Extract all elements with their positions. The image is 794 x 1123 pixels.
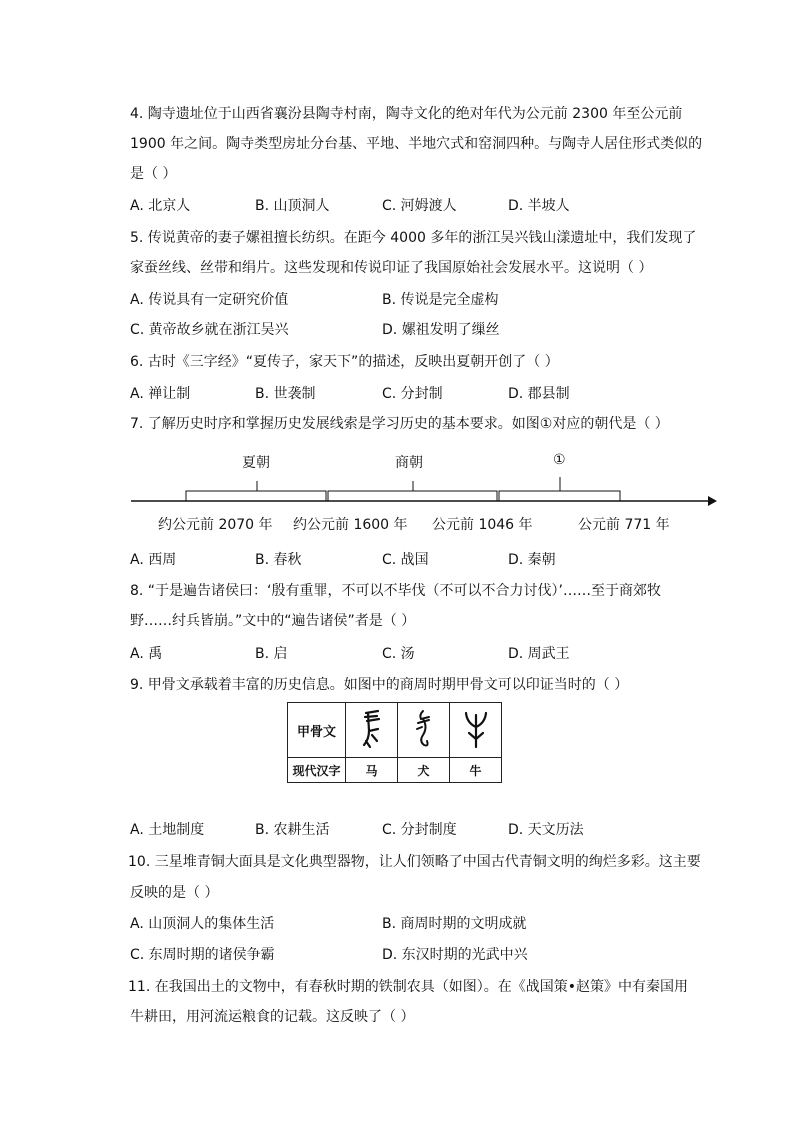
- q4-option-a: A. 北京人: [130, 198, 191, 214]
- q4-stem-line3: 是（ ）: [130, 166, 177, 182]
- timeline-period-shang: 商朝: [395, 455, 423, 471]
- q11-stem-line2: 牛耕田，用河流运粮食的记载。这反映了（ ）: [130, 1009, 415, 1025]
- oracle-glyph-ox: [450, 703, 502, 758]
- oracle-horse-icon: [357, 707, 387, 751]
- q6-option-b: B. 世袭制: [255, 386, 316, 402]
- q10-stem-line2: 反映的是（ ）: [130, 885, 219, 901]
- q4-stem-line2: 1900 年之间。陶寺类型房址分台基、平地、半地穴式和窑洞四种。与陶寺人居住形式类似的: [130, 136, 703, 152]
- q5-option-d: D. 嫘祖发明了缫丝: [382, 322, 500, 338]
- oracle-row: [288, 703, 502, 758]
- q5-stem-line1: 5. 传说黄帝的妻子嫘祖擅长纺织。在距今 4000 多年的浙江吴兴钱山漾遗址中，我们发现了: [130, 230, 697, 246]
- q6-option-c: C. 分封制: [382, 386, 443, 402]
- q9-option-a: A. 土地制度: [130, 822, 205, 838]
- oracle-row-header: 甲骨文: [288, 703, 346, 758]
- modern-char-row: [288, 758, 502, 783]
- q8-stem-line1: 8. “于是遍告诸侯曰：‘殷有重罪，不可以不毕伐（不可以不合力讨伐）’……至于商郊牧: [130, 583, 661, 599]
- q10-option-d: D. 东汉时期的光武中兴: [382, 947, 528, 963]
- q8-option-d: D. 周武王: [508, 646, 570, 662]
- oracle-glyph-dog: [398, 703, 450, 758]
- q11-stem-line1: 11. 在我国出土的文物中，有春秋时期的铁制农具（如图）。在《战国策•赵策》中有秦国用: [128, 979, 688, 995]
- q9-option-c: C. 分封制度: [382, 822, 457, 838]
- q10-option-c: C. 东周时期的诸侯争霸: [130, 947, 275, 963]
- q4-stem-line1: 4. 陶寺遗址位于山西省襄汾县陶寺村南，陶寺文化的绝对年代为公元前 2300 年至公元前: [130, 106, 683, 122]
- timeline-date-2070: 约公元前 2070 年: [158, 517, 273, 533]
- q6-option-a: A. 禅让制: [130, 386, 191, 402]
- timeline-arrow-icon: [708, 496, 717, 506]
- q5-option-c: C. 黄帝故乡就在浙江吴兴: [130, 322, 289, 338]
- oracle-dog-icon: [409, 707, 439, 751]
- modern-char-dog: 犬: [398, 758, 450, 783]
- q10-option-b: B. 商周时期的文明成就: [382, 916, 527, 932]
- q6-stem-line1: 6. 古时《三字经》“夏传子，家天下”的描述，反映出夏朝开创了（ ）: [130, 354, 559, 370]
- q4-option-d: D. 半坡人: [508, 198, 570, 214]
- oracle-ox-icon: [461, 707, 491, 751]
- brace-shang: [328, 481, 497, 501]
- q7-stem-line1: 7. 了解历史时序和掌握历史发展线索是学习历史的基本要求。如图①对应的朝代是（ ）: [130, 416, 669, 432]
- q9-option-b: B. 农耕生活: [255, 822, 330, 838]
- q5-stem-line2: 家蚕丝线、丝带和绢片。这些发现和传说印证了我国原始社会发展水平。这说明（ ）: [130, 260, 653, 276]
- timeline-period-xia: 夏朝: [242, 455, 270, 471]
- q9-stem-line1: 9. 甲骨文承载着丰富的历史信息。如图中的商周时期甲骨文可以印证当时的（ ）: [130, 677, 629, 693]
- oracle-bone-table: [287, 702, 502, 783]
- q4-option-b: B. 山顶洞人: [255, 198, 330, 214]
- q6-option-d: D. 郡县制: [508, 386, 570, 402]
- q7-option-d: D. 秦朝: [508, 552, 556, 568]
- timeline-date-1600: 约公元前 1600 年: [293, 517, 408, 533]
- q8-stem-line2: 野……纣兵皆崩。”文中的“遍告诸侯”者是（ ）: [130, 613, 416, 629]
- timeline-date-771: 公元前 771 年: [578, 517, 670, 533]
- q7-option-b: B. 春秋: [255, 552, 302, 568]
- q9-option-d: D. 天文历法: [508, 822, 584, 838]
- q10-stem-line1: 10. 三星堆青铜大面具是文化典型器物，让人们领略了中国古代青铜文明的绚烂多彩。这主要: [128, 854, 701, 870]
- q8-option-a: A. 禹: [130, 646, 163, 662]
- q8-option-b: B. 启: [255, 646, 288, 662]
- q8-option-c: C. 汤: [382, 646, 415, 662]
- timeline-period-1: ①: [553, 452, 566, 468]
- q7-option-c: C. 战国: [382, 552, 429, 568]
- q5-option-b: B. 传说是完全虚构: [382, 292, 499, 308]
- q5-option-a: A. 传说具有一定研究价值: [130, 292, 289, 308]
- modern-row-header: 现代汉字: [288, 758, 346, 783]
- brace-period-1: [499, 477, 620, 501]
- q7-option-a: A. 西周: [130, 552, 177, 568]
- q10-option-a: A. 山顶洞人的集体生活: [130, 916, 275, 932]
- oracle-glyph-horse: [346, 703, 398, 758]
- modern-char-ox: 牛: [450, 758, 502, 783]
- q4-option-c: C. 河姆渡人: [382, 198, 457, 214]
- modern-char-horse: 马: [346, 758, 398, 783]
- timeline-date-1046: 公元前 1046 年: [432, 517, 533, 533]
- brace-xia: [186, 481, 326, 501]
